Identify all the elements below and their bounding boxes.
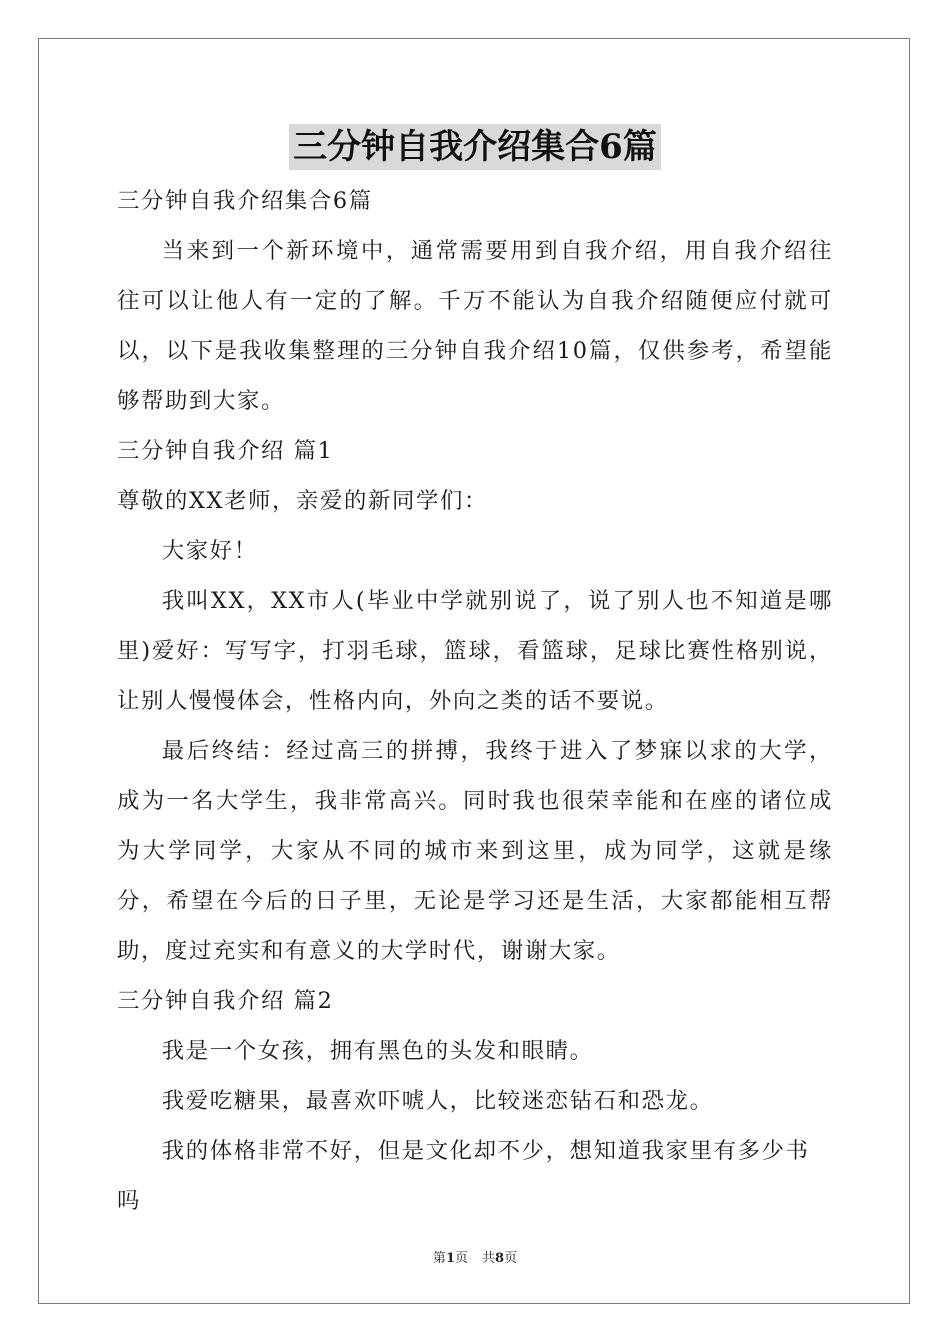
total-prefix: 共 xyxy=(482,1251,496,1266)
paragraph-hello: 大家好！ xyxy=(161,538,258,564)
paragraph-conclusion: 最后终结：经过高三的拼搏，我终于进入了梦寐以求的大学，成为一名大学生，我非常高兴。同时我也很荣幸能和在座的诸位成为大学同学，大家从不同的城市来到这里，成为同学，这就是缘分，希望在今后的日子里，无论是学习还是生活，大家都能相互帮助，度过充实和有意义的大学时代，谢谢大家。 xyxy=(117,738,833,964)
page-suffix: 页 xyxy=(454,1251,468,1266)
document-subtitle: 三分钟自我介绍集合6篇 xyxy=(117,188,373,214)
document-body xyxy=(117,176,833,1226)
paragraph-self-info: 我叫XX，XX市人(毕业中学就别说了，说了别人也不知道是哪里)爱好：写写字，打羽毛球，篮球，看篮球，足球比赛性格别说，让别人慢慢体会，性格内向，外向之类的话不要说。 xyxy=(117,588,833,714)
page-total: 8 xyxy=(495,1251,505,1266)
total-suffix: 页 xyxy=(504,1251,518,1266)
page-prefix: 第 xyxy=(432,1251,446,1266)
paragraph-girl: 我是一个女孩，拥有黑色的头发和眼睛。 xyxy=(161,1038,594,1064)
paragraph-candy: 我爱吃糖果，最喜欢吓唬人，比较迷恋钻石和恐龙。 xyxy=(161,1088,714,1114)
page-number: 1 xyxy=(445,1251,455,1266)
section-heading-2: 三分钟自我介绍 篇2 xyxy=(117,988,334,1014)
page-footer xyxy=(0,1247,950,1266)
section-heading-1: 三分钟自我介绍 篇1 xyxy=(117,438,334,464)
paragraph-greeting-teacher: 尊敬的XX老师，亲爱的新同学们： xyxy=(117,488,488,514)
title-container xyxy=(0,124,950,170)
paragraph-intro: 当来到一个新环境中，通常需要用到自我介绍，用自我介绍往往可以让他人有一定的了解。千万不能认为自我介绍随便应付就可以，以下是我收集整理的三分钟自我介绍10篇，仅供参考，希望能够帮助到大家。 xyxy=(117,238,833,414)
paragraph-books: 我的体格非常不好，但是文化却不少，想知道我家里有多少书吗 xyxy=(117,1138,810,1214)
document-title: 三分钟自我介绍集合6篇 xyxy=(289,124,661,170)
